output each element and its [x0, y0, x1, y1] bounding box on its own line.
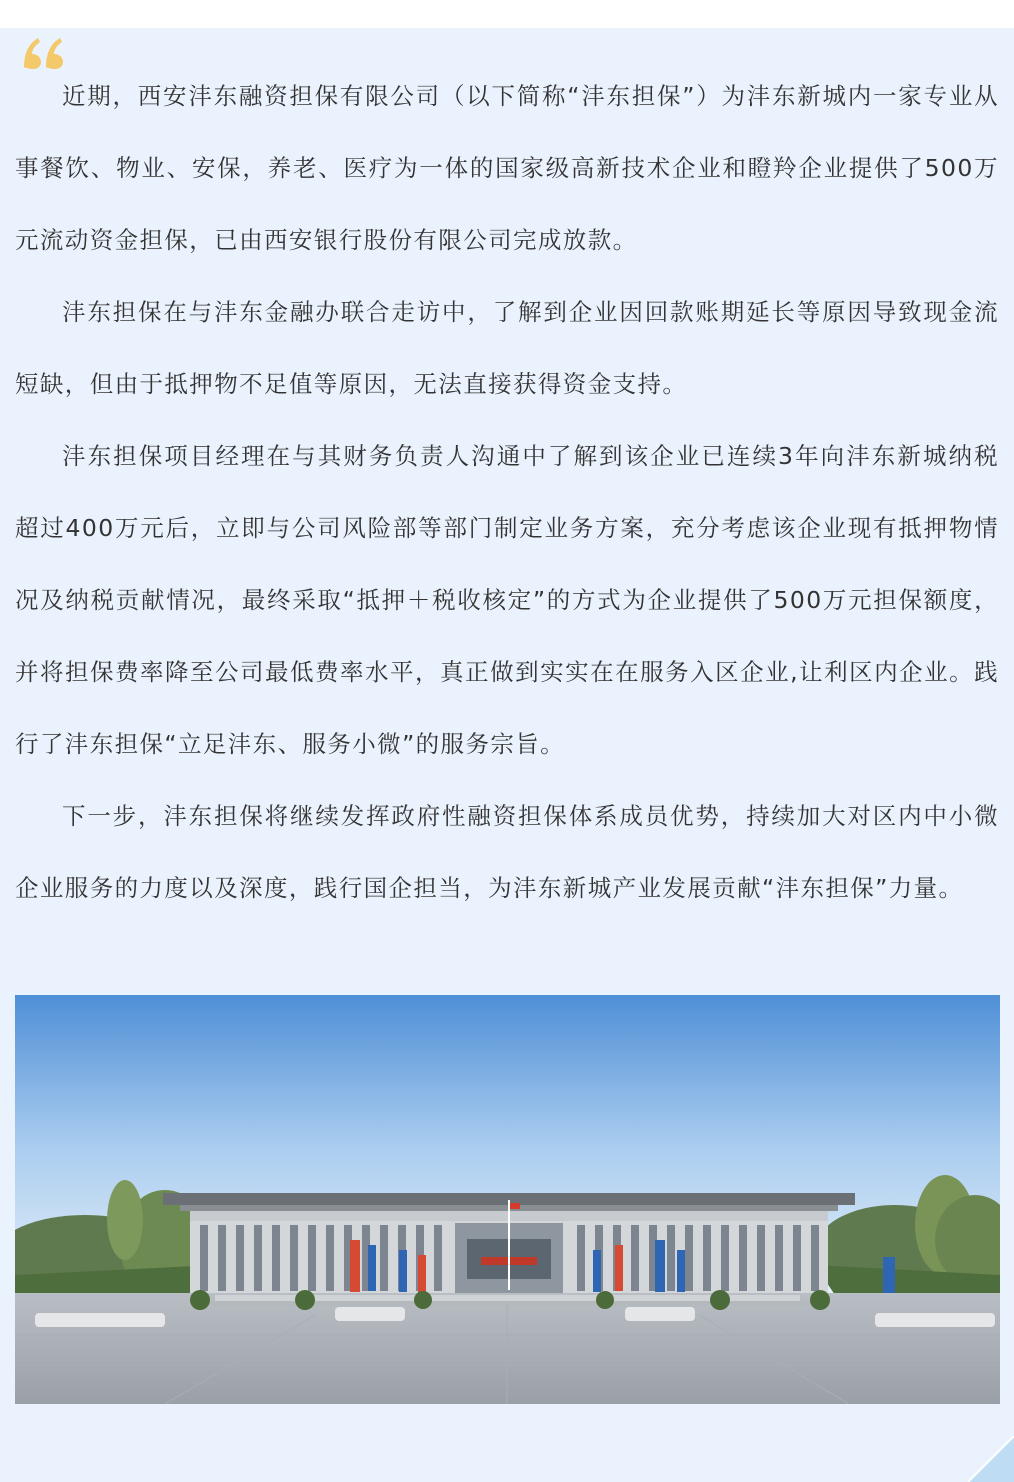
paragraph-2: 沣东担保在与沣东金融办联合走访中，了解到企业因回款账期延长等原因导致现金流短缺，但由于抵押物不足值等原因，无法直接获得资金支持。 — [15, 298, 999, 398]
building-photo — [15, 995, 1000, 1404]
paragraph-3: 沣东担保项目经理在与其财务负责人沟通中了解到该企业已连续3年向沣东新城纳税超过400万元后，立即与公司风险部等部门制定业务方案，充分考虑该企业现有抵押物情况及纳税贡献情况，最终采取“抵押＋税收核定”的方式为企业提供了500万元担保额度，并将担保费率降至公司最低费率水平，真正做到实实在在服务入区企业,让利区内企业。践行了沣东担保“立足沣东、服务小微”的服务宗旨。 — [15, 442, 999, 758]
paragraph-4: 下一步，沣东担保将继续发挥政府性融资担保体系成员优势，持续加大对区内中小微企业服务的力度以及深度，践行国企担当，为沣东新城产业发展贡献“沣东担保”力量。 — [15, 802, 999, 902]
corner-fold-decoration — [968, 1436, 1014, 1482]
article-body — [15, 60, 999, 924]
paragraph-1: 近期，西安沣东融资担保有限公司（以下简称“沣东担保”）为沣东新城内一家专业从事餐饮、物业、安保，养老、医疗为一体的国家级高新技术企业和瞪羚企业提供了500万元流动资金担保，已由西安银行股份有限公司完成放款。 — [15, 82, 999, 254]
